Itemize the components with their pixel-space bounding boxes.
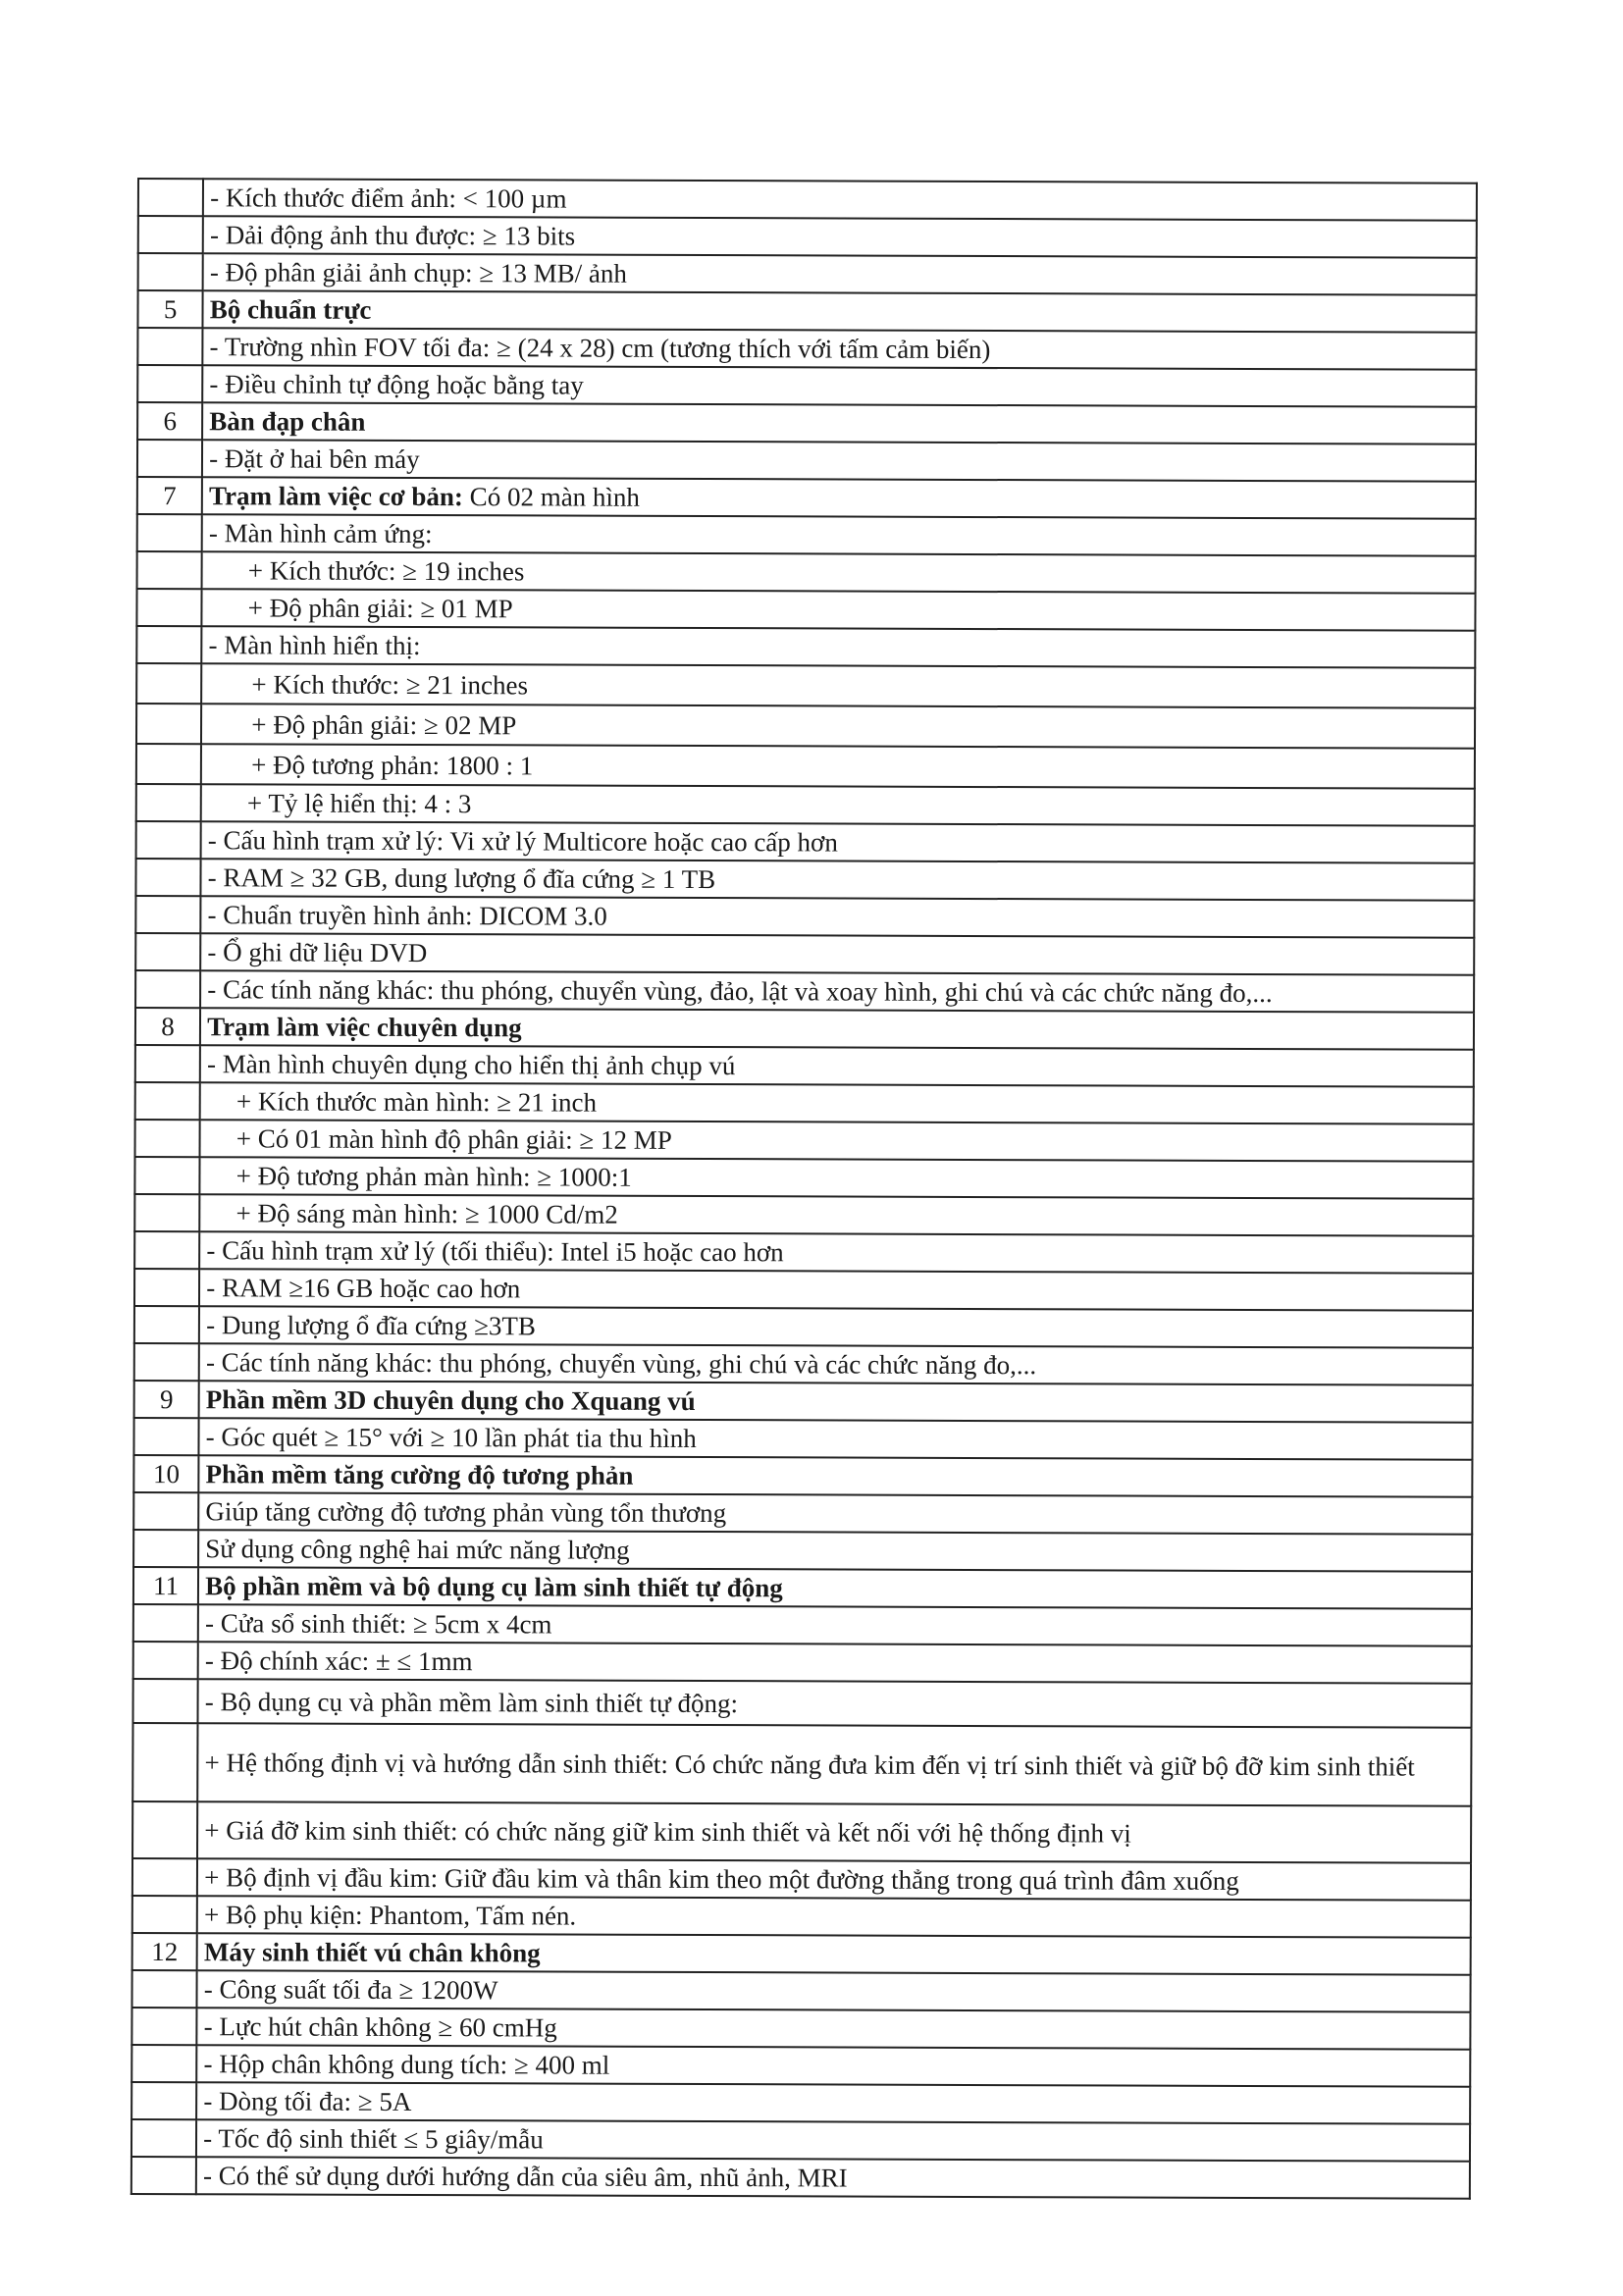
spec-text: - Màn hình cảm ứng:	[202, 514, 1476, 556]
spec-text: - Cửa sổ sinh thiết: ≥ 5cm x 4cm	[198, 1604, 1472, 1646]
section-title: Phần mềm tăng cường độ tương phản	[199, 1455, 1473, 1497]
spec-row	[131, 2157, 1470, 2199]
spec-row	[135, 896, 1474, 938]
spec-row	[136, 589, 1475, 631]
item-number	[134, 1231, 199, 1269]
item-number: 12	[132, 1933, 197, 1970]
spec-text: - Các tính năng khác: thu phóng, chuyển vùng, ghi chú và các chức năng đo,...	[199, 1343, 1473, 1385]
spec-text: - RAM ≥16 GB hoặc cao hơn	[199, 1269, 1473, 1311]
spec-text: - Trường nhìn FOV tối đa: ≥ (24 x 28) cm (tương thích với tấm cảm biến)	[203, 328, 1477, 370]
spec-text: + Kích thước: ≥ 19 inches	[202, 551, 1476, 594]
spec-row	[132, 1801, 1471, 1863]
section-row	[135, 1008, 1474, 1050]
spec-table-body	[131, 179, 1477, 2199]
spec-text: + Có 01 màn hình độ phân giải: ≥ 12 MP	[200, 1120, 1474, 1162]
item-number	[134, 1194, 199, 1231]
item-number	[136, 704, 201, 744]
spec-text: Sử dụng công nghệ hai mức năng lượng	[198, 1530, 1472, 1572]
section-row	[137, 477, 1476, 519]
item-number	[134, 1269, 199, 1306]
spec-text: - Điều chỉnh tự động hoặc bằng tay	[202, 365, 1476, 407]
spec-text: - Kích thước điểm ảnh: < 100 µm	[203, 179, 1477, 221]
item-number	[136, 784, 201, 821]
spec-row	[133, 1492, 1472, 1535]
item-number: 9	[134, 1381, 199, 1418]
spec-text: + Bộ định vị đầu kim: Giữ đầu kim và thân kim theo một đường thẳng trong quá trình đâm xuống	[197, 1858, 1471, 1901]
item-number: 10	[133, 1455, 198, 1492]
item-number	[135, 1045, 200, 1082]
spec-text: + Độ phân giải: ≥ 02 MP	[201, 704, 1475, 749]
spec-text: - RAM ≥ 32 GB, dung lượng ổ đĩa cứng ≥ 1 TB	[201, 859, 1475, 901]
item-number	[134, 1343, 199, 1381]
spec-row	[135, 1082, 1474, 1124]
spec-row	[135, 970, 1474, 1013]
spec-row	[132, 1858, 1471, 1901]
spec-row	[136, 704, 1475, 749]
item-number	[134, 1157, 199, 1194]
spec-row	[135, 1120, 1474, 1162]
spec-row	[138, 216, 1477, 258]
spec-row	[137, 551, 1476, 594]
spec-text: - Dòng tối đa: ≥ 5A	[196, 2082, 1470, 2124]
spec-row	[133, 1530, 1472, 1572]
spec-row	[135, 933, 1474, 975]
spec-text: + Độ sáng màn hình: ≥ 1000 Cd/m2	[199, 1194, 1473, 1236]
spec-text: - Cấu hình trạm xử lý (tối thiểu): Intel i5 hoặc cao hơn	[199, 1231, 1473, 1274]
spec-row	[131, 2119, 1470, 2162]
spec-row	[136, 626, 1475, 668]
spec-text: - Công suất tối đa ≥ 1200W	[197, 1970, 1471, 2012]
item-number	[136, 821, 201, 859]
item-number	[137, 514, 202, 551]
spec-text: + Bộ phụ kiện: Phantom, Tấm nén.	[197, 1896, 1471, 1938]
spec-text: - Lực hút chân không ≥ 60 cmHg	[197, 2008, 1471, 2050]
spec-text: - Bộ dụng cụ và phần mềm làm sinh thiết tự động:	[198, 1679, 1472, 1728]
spec-row	[138, 253, 1477, 295]
spec-row	[136, 784, 1475, 826]
item-number	[135, 1120, 200, 1157]
spec-text: + Độ phân giải: ≥ 01 MP	[202, 589, 1476, 631]
section-row	[137, 402, 1476, 444]
spec-text	[202, 477, 1476, 519]
item-number	[136, 744, 201, 784]
spec-text: - Có thể sử dụng dưới hướng dẫn của siêu âm, nhũ ảnh, MRI	[196, 2157, 1470, 2199]
item-number	[137, 365, 202, 402]
item-number	[131, 2119, 196, 2157]
spec-row	[134, 1157, 1473, 1199]
section-title: Bàn đạp chân	[202, 402, 1476, 444]
spec-row	[134, 1269, 1473, 1311]
spec-row	[136, 744, 1475, 789]
item-number	[131, 2082, 196, 2119]
section-title: Bộ phần mềm và bộ dụng cụ làm sinh thiết tự động	[198, 1567, 1472, 1609]
spec-text: + Tỷ lệ hiển thị: 4 : 3	[201, 784, 1475, 826]
section-row	[134, 1381, 1473, 1423]
spec-text: + Giá đỡ kim sinh thiết: có chức năng giữ kim sinh thiết và kết nối với hệ thống định vị	[197, 1801, 1471, 1863]
item-number	[137, 440, 202, 477]
item-number	[136, 589, 201, 626]
spec-text: - Độ phân giải ảnh chụp: ≥ 13 MB/ ảnh	[203, 253, 1477, 295]
item-number: 8	[135, 1008, 200, 1045]
item-number	[133, 1642, 198, 1679]
item-number	[133, 1530, 198, 1567]
spec-text: - Cấu hình trạm xử lý: Vi xử lý Multicore hoặc cao cấp hơn	[201, 821, 1475, 863]
section-title-detail: Có 02 màn hình	[462, 482, 641, 512]
item-number	[133, 1679, 198, 1723]
spec-row	[134, 1231, 1473, 1274]
spec-text: - Các tính năng khác: thu phóng, chuyển vùng, đảo, lật và xoay hình, ghi chú và các chức năng đo,...	[200, 970, 1474, 1013]
spec-text: - Dải động ảnh thu được: ≥ 13 bits	[203, 216, 1477, 258]
section-row	[133, 1455, 1472, 1497]
item-number	[132, 1723, 197, 1801]
spec-text: - Độ chính xác: ± ≤ 1mm	[198, 1642, 1472, 1684]
spec-row	[135, 859, 1474, 901]
item-number	[131, 2008, 196, 2045]
spec-row	[137, 365, 1476, 407]
section-title: Trạm làm việc chuyên dụng	[200, 1008, 1474, 1050]
spec-text: Giúp tăng cường độ tương phản vùng tổn thương	[198, 1492, 1472, 1535]
spec-text: - Chuẩn truyền hình ảnh: DICOM 3.0	[200, 896, 1474, 938]
item-number	[138, 216, 203, 253]
item-number	[131, 2045, 196, 2082]
item-number	[136, 626, 201, 663]
item-number: 6	[137, 402, 202, 440]
spec-text: - Góc quét ≥ 15° với ≥ 10 lần phát tia thu hình	[199, 1418, 1473, 1460]
spec-row	[134, 1306, 1473, 1348]
item-number: 11	[133, 1567, 198, 1604]
item-number	[132, 1896, 197, 1933]
spec-text: + Hệ thống định vị và hướng dẫn sinh thiết: Có chức năng đưa kim đến vị trí sinh thiết và giữ bộ đỡ kim sinh thiết	[197, 1723, 1471, 1806]
section-row	[133, 1567, 1472, 1609]
spec-text: + Độ tương phản: 1800 : 1	[201, 744, 1475, 789]
section-title: Trạm làm việc cơ bản:	[209, 481, 464, 512]
spec-text: - Dung lượng ổ đĩa cứng ≥3TB	[199, 1306, 1473, 1348]
spec-row	[137, 440, 1476, 482]
section-row	[137, 290, 1476, 333]
item-number	[138, 179, 203, 216]
spec-row	[137, 514, 1476, 556]
section-title: Máy sinh thiết vú chân không	[197, 1933, 1471, 1975]
spec-row	[133, 1642, 1472, 1684]
item-number	[135, 859, 200, 896]
item-number	[133, 1492, 198, 1530]
spec-table	[131, 178, 1478, 2200]
spec-text: - Tốc độ sinh thiết ≤ 5 giây/mẫu	[196, 2119, 1470, 2162]
spec-text: + Độ tương phản màn hình: ≥ 1000:1	[200, 1157, 1474, 1199]
item-number	[137, 551, 202, 589]
spec-row	[131, 1970, 1470, 2012]
item-number	[135, 970, 200, 1008]
item-number	[131, 1970, 196, 2008]
spec-row	[137, 328, 1476, 370]
item-number	[131, 2157, 196, 2194]
spec-text: - Màn hình hiển thị:	[201, 626, 1475, 668]
item-number	[133, 1604, 198, 1642]
spec-row	[138, 179, 1477, 221]
spec-text: + Kích thước: ≥ 21 inches	[201, 663, 1475, 708]
item-number: 5	[137, 290, 202, 328]
item-number	[137, 328, 202, 365]
item-number	[138, 253, 203, 290]
spec-text: - Đặt ở hai bên máy	[202, 440, 1476, 482]
item-number	[135, 1082, 200, 1120]
spec-text: - Màn hình chuyên dụng cho hiển thị ảnh chụp vú	[200, 1045, 1474, 1087]
spec-row	[134, 1194, 1473, 1236]
spec-text: - Ổ ghi dữ liệu DVD	[200, 933, 1474, 975]
spec-text: - Hộp chân không dung tích: ≥ 400 ml	[196, 2045, 1470, 2087]
spec-row	[132, 1723, 1471, 1806]
spec-row	[131, 2008, 1470, 2050]
item-number	[134, 1306, 199, 1343]
item-number	[132, 1801, 197, 1858]
item-number	[135, 896, 200, 933]
item-number	[133, 1418, 198, 1455]
spec-row	[133, 1604, 1472, 1646]
section-title: Phần mềm 3D chuyên dụng cho Xquang vú	[199, 1381, 1473, 1423]
section-title: Bộ chuẩn trực	[203, 290, 1477, 333]
item-number: 7	[137, 477, 202, 514]
section-row	[132, 1933, 1471, 1975]
item-number	[136, 663, 201, 704]
item-number	[135, 933, 200, 970]
spec-row	[136, 663, 1475, 708]
spec-row	[135, 1045, 1474, 1087]
spec-row	[132, 1896, 1471, 1938]
spec-row	[133, 1418, 1472, 1460]
item-number	[132, 1858, 197, 1896]
spec-row	[134, 1343, 1473, 1385]
spec-row	[133, 1679, 1472, 1728]
spec-row	[136, 821, 1475, 863]
spec-row	[131, 2082, 1470, 2124]
spec-text: + Kích thước màn hình: ≥ 21 inch	[200, 1082, 1474, 1124]
spec-row	[131, 2045, 1470, 2087]
